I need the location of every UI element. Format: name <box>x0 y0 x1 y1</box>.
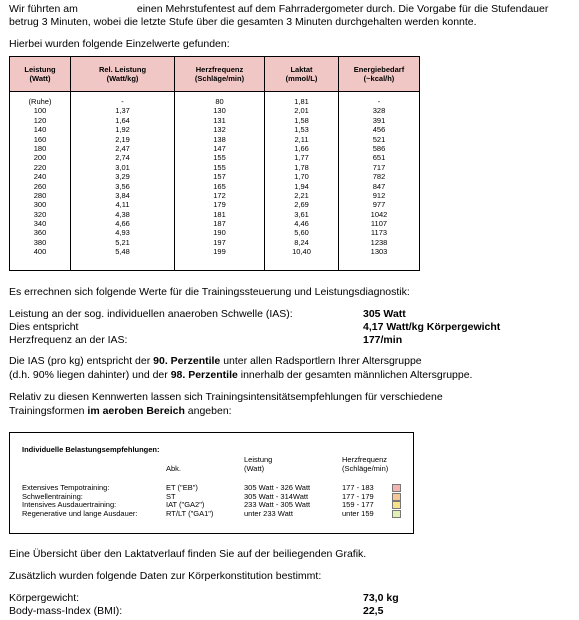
table-cell: 1303 <box>370 247 388 257</box>
table-cell: 165 <box>213 181 226 191</box>
table-cell: 200 <box>33 153 47 163</box>
table-cell: 260 <box>33 181 47 191</box>
header-herzfrequenz: Herzfrequenz (Schläge/min) <box>194 65 245 83</box>
table-cell: 172 <box>213 190 226 200</box>
table-cell: 3,84 <box>115 190 130 200</box>
koerpergewicht-value: 73,0 kg <box>363 592 399 604</box>
table-cell: 1042 <box>370 209 388 219</box>
rec-row-abk: ST <box>166 491 176 501</box>
table-cell: 132 <box>213 125 226 135</box>
rec-abk-header: Abk. <box>166 464 182 473</box>
table-cell: 340 <box>33 219 47 229</box>
table-cell: 3,01 <box>115 162 130 172</box>
rec-row-leistung: 305 Watt - 326 Watt <box>244 483 311 492</box>
header-rel-leistung: Rel. Leistung (Watt/kg) <box>98 65 147 83</box>
table-cell: 717 <box>372 162 386 172</box>
table-cell: 1,53 <box>294 125 309 135</box>
hf-ias-label: Herzfrequenz an der IAS: <box>9 334 128 346</box>
rec-row-leistung: 233 Watt - 305 Watt <box>244 500 311 509</box>
relativ-line-1: Relativ zu diesen Kennwerten lassen sich Trainingsintensitätsempfehlungen für verschiedene <box>9 391 443 403</box>
intensity-color-swatch <box>392 493 401 501</box>
table-cell: 3,56 <box>115 181 130 191</box>
rec-row-name: Extensives Tempotraining: <box>22 483 110 492</box>
table-cell: 5,21 <box>115 237 130 247</box>
table-cell: 157 <box>213 172 226 182</box>
table-cell: 197 <box>213 237 226 247</box>
table-cell: 1238 <box>370 237 388 247</box>
table-cell: 2,01 <box>294 106 309 116</box>
table-cell: - <box>377 97 381 106</box>
table-cell: 120 <box>33 115 47 125</box>
table-cell: 155 <box>213 153 226 163</box>
table-cell: 456 <box>372 125 386 135</box>
rel-text: angeben: <box>187 405 232 417</box>
perz-text: (d.h. 90% liegen dahinter) und der <box>9 369 168 381</box>
table-cell: 8,24 <box>294 237 309 247</box>
table-cell: 4,66 <box>115 219 130 229</box>
table-cell: 155 <box>213 162 226 172</box>
table-cell: 2,74 <box>115 153 130 163</box>
table-cell: 3,29 <box>115 172 130 182</box>
table-cell: - <box>121 97 124 106</box>
intro-line-1-start: Wir führten am <box>9 3 78 15</box>
table-cell: 199 <box>213 247 226 257</box>
rec-row-hf: unter 159 <box>342 508 374 518</box>
diag-intro: Es errechnen sich folgende Werte für die Trainingssteuerung und Leistungsdiagnostik: <box>9 286 410 298</box>
table-cell: 100 <box>33 106 47 116</box>
table-cell: 586 <box>372 143 386 153</box>
table-cell: 131 <box>213 115 226 125</box>
ias-value: 305 Watt <box>363 308 406 320</box>
table-cell: (Ruhe) <box>28 97 52 106</box>
rel-text: Trainingsformen <box>9 405 85 417</box>
table-cell: 3,61 <box>294 209 309 219</box>
intro-line-1-end: einen Mehrstufentest auf dem Fahrradergometer durch. Die Vorgabe für die Stufendauer <box>136 3 549 15</box>
hf-ias-value: 177/min <box>363 334 403 346</box>
column-energiebedarf <box>339 97 419 257</box>
intro-line-3: Hierbei wurden folgende Einzelwerte gefunden: <box>9 38 230 50</box>
rel-bold: im aeroben Bereich <box>87 405 185 417</box>
table-cell: 651 <box>372 153 386 163</box>
header-leistung: Leistung (Watt) <box>24 65 56 83</box>
table-cell: 1107 <box>370 219 388 229</box>
table-cell: 187 <box>213 219 226 229</box>
entspricht-value: 4,17 Watt/kg Körpergewicht <box>363 321 501 333</box>
table-cell: 1,78 <box>294 162 309 172</box>
intensity-color-swatch <box>392 501 401 509</box>
table-cell: 328 <box>372 106 386 116</box>
intensity-color-swatch <box>392 510 401 518</box>
table-cell: 5,48 <box>115 247 130 257</box>
table-cell: 391 <box>372 115 386 125</box>
rec-row-hf: 159 - 177 <box>342 500 374 509</box>
table-cell: 4,93 <box>115 228 130 238</box>
perz-value-90: 90. Perzentile <box>153 355 221 367</box>
table-cell: 360 <box>33 228 47 238</box>
table-cell: 130 <box>213 106 226 116</box>
table-cell: 977 <box>372 200 386 210</box>
table-cell: 240 <box>33 172 47 182</box>
table-cell: 140 <box>33 125 47 135</box>
table-cell: 847 <box>372 181 386 191</box>
rec-row-leistung: 305 Watt - 314Watt <box>244 491 309 501</box>
table-cell: 2,69 <box>294 200 309 210</box>
ias-label: Leistung an der sog. individuellen anaeroben Schwelle (IAS): <box>9 308 293 320</box>
table-cell: 2,47 <box>115 143 130 153</box>
perz-text: Die IAS (pro kg) entspricht der <box>9 355 151 367</box>
rec-hf-header: Herzfrequenz (Schläge/min) <box>342 455 389 473</box>
rec-row-abk: ET ("EB") <box>166 483 198 492</box>
column-herzfrequenz <box>175 97 264 257</box>
rec-row-name: Schwellentraining: <box>22 491 83 501</box>
table-cell: 782 <box>372 172 386 182</box>
rec-row-name: Intensives Ausdauertraining: <box>22 500 117 509</box>
intro-line-1 <box>9 3 548 16</box>
header-laktat: Laktat (mmol/L) <box>285 65 318 83</box>
table-cell: 147 <box>213 143 226 153</box>
values-table <box>9 56 420 271</box>
perzentile-line-1 <box>9 355 422 368</box>
rec-row-name: Regenerative und lange Ausdauer: <box>22 508 138 518</box>
table-cell: 179 <box>213 200 226 210</box>
perzentile-line-2 <box>9 369 472 382</box>
table-cell: 160 <box>33 134 47 144</box>
rec-row-abk: RT/LT ("GA1") <box>166 508 214 518</box>
table-cell: 320 <box>33 209 47 219</box>
table-cell: 400 <box>33 247 47 257</box>
table-cell: 220 <box>33 162 47 172</box>
table-cell: 181 <box>213 209 226 219</box>
table-cell: 1,81 <box>294 97 309 106</box>
rec-row-leistung: unter 233 Watt <box>244 508 293 518</box>
table-cell: 912 <box>372 190 386 200</box>
table-cell: 10,40 <box>292 247 311 257</box>
table-cell: 2,19 <box>115 134 130 144</box>
rec-row-hf: 177 - 179 <box>342 491 374 501</box>
koerpergewicht-label: Körpergewicht: <box>9 592 80 604</box>
rec-leistung-header: Leistung (Watt) <box>244 455 273 473</box>
table-cell: 1,70 <box>294 172 309 182</box>
table-cell: 4,38 <box>115 209 130 219</box>
column-rel-leistung <box>71 97 174 257</box>
rec-row-hf: 177 - 183 <box>342 483 374 492</box>
laktat-hinweis: Eine Übersicht über den Laktatverlauf finden Sie auf der beiliegenden Grafik. <box>9 548 367 560</box>
relativ-line-2 <box>9 405 232 418</box>
table-cell: 4,46 <box>294 219 309 229</box>
table-cell: 1,94 <box>294 181 309 191</box>
perz-text: innerhalb der gesamten männlichen Altersgruppe. <box>240 369 473 381</box>
intro-line-2: betrug 3 Minuten, wobei die letzte Stufe über die gesamten 3 Minuten durchgehalten werden konnte. <box>9 16 477 28</box>
table-cell: 80 <box>215 97 224 106</box>
table-cell: 300 <box>33 200 47 210</box>
column-leistung <box>10 97 70 257</box>
entspricht-label: Dies entspricht <box>9 321 79 333</box>
table-cell: 180 <box>33 143 47 153</box>
konst-intro: Zusätzlich wurden folgende Daten zur Körperkonstitution bestimmt: <box>9 570 322 582</box>
perz-value-98: 98. Perzentile <box>170 369 238 381</box>
rec-row-abk: IAT ("GA2") <box>166 500 205 509</box>
table-cell: 1,64 <box>115 115 130 125</box>
table-cell: 521 <box>372 134 386 144</box>
table-cell: 1,58 <box>294 115 309 125</box>
header-energiebedarf: Energiebedarf (~kcal/h) <box>353 65 405 83</box>
column-laktat <box>265 97 338 257</box>
rec-title: Individuelle Belastungsempfehlungen: <box>22 445 160 454</box>
table-cell: 380 <box>33 237 47 247</box>
table-cell: 2,21 <box>294 190 309 200</box>
recommendation-box <box>9 432 414 534</box>
table-cell: 190 <box>213 228 226 238</box>
table-cell: 138 <box>213 134 226 144</box>
intensity-color-swatch <box>392 484 401 492</box>
bmi-label: Body-mass-Index (BMI): <box>9 605 123 617</box>
table-cell: 1,66 <box>294 143 309 153</box>
table-cell: 1,92 <box>115 125 130 135</box>
bmi-value: 22,5 <box>363 605 384 617</box>
table-cell: 4,11 <box>115 200 130 210</box>
table-cell: 1173 <box>370 228 388 238</box>
table-cell: 1,77 <box>294 153 309 163</box>
table-cell: 1,37 <box>115 106 130 116</box>
perz-text: unter allen Radsportlern Ihrer Altersgruppe <box>223 355 422 367</box>
table-cell: 2,11 <box>294 134 309 144</box>
table-cell: 5,60 <box>294 228 309 238</box>
table-cell: 280 <box>33 190 47 200</box>
